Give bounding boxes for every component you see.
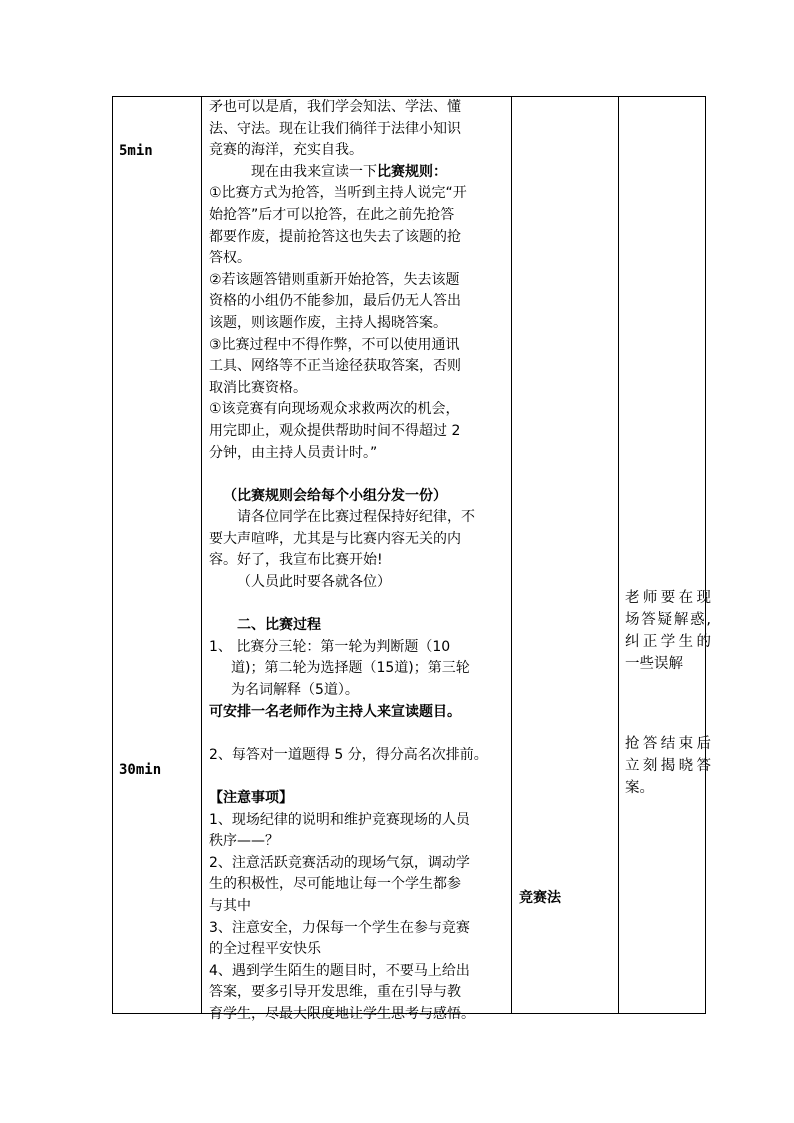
time-cell-second: 30min (119, 762, 162, 778)
time-cell-first: 5min (119, 143, 153, 159)
content-line: 都要作废，提前抢答这也失去了该题的抢 (209, 228, 461, 245)
content-line: （人员此时要各就各位） (237, 574, 391, 591)
content-line: 【注意事项】 (209, 790, 293, 806)
content-line: 取消比赛资格。 (209, 379, 307, 396)
content-line: 1、现场纪律的说明和维护竞赛现场的人员 (209, 811, 470, 828)
content-line: ①比赛方式为抢答，当听到主持人说完“开 (209, 185, 467, 202)
teacher-remark-second: 抢答结束后立刻揭晓答案。 (625, 736, 711, 796)
content-line: 该题，则该题作废，主持人揭晓答案。 (209, 314, 447, 331)
content-line: ①该竞赛有向现场观众求救两次的机会， (209, 401, 460, 418)
content-line: 工具、网络等不正当途径获取答案，否则 (209, 358, 461, 375)
content-line: 道)；第二轮为选择题（15道)；第三轮 (231, 660, 470, 677)
content-line (209, 723, 509, 745)
content-line (209, 594, 509, 616)
column-divider (511, 97, 512, 1013)
content-line: 可安排一名老师作为主持人来宣读题目。 (209, 703, 461, 720)
content-line: 分钟，由主持人员责计时。” (209, 444, 378, 461)
content-line: 4、遇到学生陌生的题目时，不要马上给出 (209, 962, 470, 979)
content-line: ③比赛过程中不得作弊，不可以使用通讯 (209, 336, 460, 353)
content-line (209, 464, 509, 486)
content-line: 的全过程平安快乐 (209, 941, 321, 958)
column-divider (201, 97, 202, 1013)
content-line: 资格的小组仍不能参加，最后仍无人答出 (209, 293, 461, 310)
content-line: 始抢答”后才可以抢答，在此之前先抢答 (209, 206, 455, 223)
content-line: 二、比赛过程 (237, 617, 321, 634)
content-line: 生的积极性，尽可能地让每一个学生都参 (209, 876, 461, 893)
content-line: 答案，要多引导开发思维，重在引导与教 (209, 984, 461, 1001)
lesson-plan-table (112, 96, 711, 1022)
content-line: 1、 比赛分三轮：第一轮为判断题（10 (209, 638, 451, 655)
content-line: 矛也可以是盾，我们学会知法、学法、懂 (209, 99, 461, 115)
content-line: 与其中 (209, 897, 251, 914)
content-line: 答权。 (209, 250, 251, 267)
column-divider (618, 97, 619, 1013)
content-line: 秩序——？ (209, 833, 279, 850)
content-line: 法、守法。现在让我们徜徉于法律小知识 (209, 120, 461, 137)
content-line (209, 766, 509, 788)
content-line: 3、注意安全，力保每一个学生在参与竞赛 (209, 919, 470, 936)
content-line: 容。好了，我宣布比赛开始! (209, 552, 383, 569)
content-line: 2、注意活跃竞赛活动的现场气氛，调动学 (209, 854, 470, 871)
content-line: 2、每答对一道题得 5 分，得分高名次排前。 (209, 746, 488, 763)
content-line: 用完即止，观众提供帮助时间不得超过 2 (209, 422, 461, 439)
content-line: 为名词解释（5道）。 (231, 682, 359, 699)
content-line: （比赛规则会给每个小组分发一份） (223, 487, 447, 504)
method-cell: 竞赛法 (519, 890, 561, 906)
content-line: 育学生，尽最大限度地让学生思考与感悟。 (209, 1005, 475, 1022)
content-line: 请各位同学在比赛过程保持好纪律，不 (237, 509, 475, 526)
content-line: 要大声喧哗，尤其是与比赛内容无关的内 (209, 530, 461, 547)
content-line (209, 162, 509, 184)
rules-heading: 比赛规则： (377, 163, 447, 180)
content-line: 竞赛的海洋，充实自我。 (209, 142, 363, 159)
teacher-remark-first: 老师要在现场答疑解惑,纠正学生的一些误解 (625, 590, 711, 672)
content-text: 现在由我来宣读一下 (251, 163, 377, 180)
activity-content-cell (209, 97, 509, 1026)
content-line: ②若该题答错则重新开始抢答，失去该题 (209, 271, 460, 288)
